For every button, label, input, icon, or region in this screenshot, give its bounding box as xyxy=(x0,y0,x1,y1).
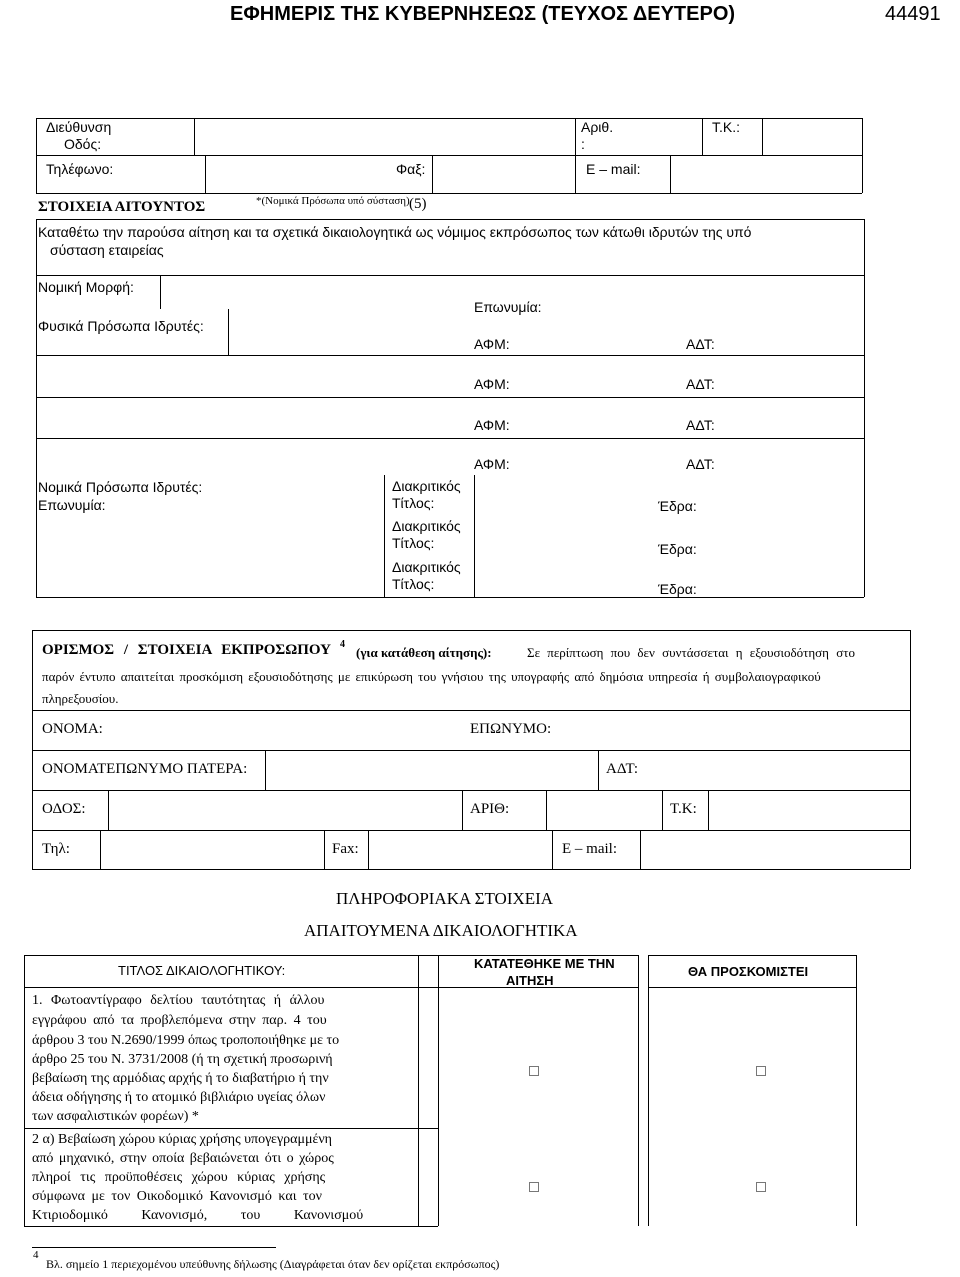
footnote-number: 4 xyxy=(33,1249,39,1261)
legal-seat-1: Έδρα: xyxy=(658,498,697,514)
rep-email-label: E – mail: xyxy=(562,841,617,857)
email-label: E – mail: xyxy=(586,161,641,177)
representative-heading-sup: 4 xyxy=(340,639,345,650)
founder-afm-1: ΑΦΜ: xyxy=(474,336,510,352)
doc1-line7: των ασφαλιστικών φορέων) * xyxy=(32,1109,199,1124)
founder-adt-1: ΑΔΤ: xyxy=(686,336,715,352)
founder-adt-2: ΑΔΤ: xyxy=(686,376,715,392)
rep-postcode-label: Τ.Κ: xyxy=(670,801,697,817)
rep-fax-label: Fax: xyxy=(332,841,359,857)
doc2-line2: από μηχανικό, στην οποία βεβαιώνεται ότι ο χώρος xyxy=(32,1151,334,1166)
postcode-label: Τ.Κ.: xyxy=(712,119,741,135)
doc2-line4: σύμφωνα με τον Οικοδομικό Κανονισμό και τον xyxy=(32,1189,322,1204)
rep-father-label: ΟΝΟΜΑΤΕΠΩΝΥΜΟ ΠΑΤΕΡΑ: xyxy=(42,761,248,777)
page-number: 44491 xyxy=(885,3,941,25)
docs-col-submitted-line2: ΑΙΤΗΣΗ xyxy=(506,973,554,988)
info-title: ΠΛΗΡΟΦΟΡΙΑΚΑ ΣΤΟΙΧΕΙΑ xyxy=(336,889,554,908)
rep-street-label: ΟΔΟΣ: xyxy=(42,801,86,817)
legal-title-2a: Διακριτικός xyxy=(392,518,461,534)
footnote-rule xyxy=(32,1247,276,1248)
representative-text-line3: πληρεξουσίου. xyxy=(42,691,119,706)
founder-afm-3: ΑΦΜ: xyxy=(474,417,510,433)
doc1-line4: άρθρο 25 του Ν. 3731/2008 (ή τη σχετική προσωρινή xyxy=(32,1052,333,1067)
running-header-title: ΕΦΗΜΕΡΙΣ ΤΗΣ ΚΥΒΕΡΝΗΣΕΩΣ (ΤΕΥΧΟΣ ΔΕΥΤΕΡΟ) xyxy=(230,3,736,25)
legal-seat-2: Έδρα: xyxy=(658,541,697,557)
doc1-submitted-checkbox[interactable] xyxy=(529,1066,539,1076)
legal-title-1a: Διακριτικός xyxy=(392,478,461,494)
founder-afm-4: ΑΦΜ: xyxy=(474,456,510,472)
rep-number-label: ΑΡΙΘ: xyxy=(470,801,510,817)
footnote-text: Βλ. σημείο 1 περιεχομένου υπεύθυνης δήλωσης (Διαγράφεται όταν δεν ορίζεται εκπρόσωπος) xyxy=(46,1257,500,1271)
doc1-line6: άδεια οδήγησης ή το ατομικό βιβλιάριο υγείας όλων xyxy=(32,1090,326,1105)
doc2-line1: 2 α) Βεβαίωση χώρου κύριας χρήσης υπογεγραμμένη xyxy=(32,1132,332,1147)
legal-name-label: Επωνυμία: xyxy=(38,497,106,513)
representative-text-line2: παρόν έντυπο απαιτείται προσκόμιση εξουσιοδότησης με επικύρωση του γνήσιου της υπογραφής από δημόσια υπηρεσία ή συμβολαιογραφικού xyxy=(42,669,821,684)
legal-title-1b: Τίτλος: xyxy=(392,495,435,511)
statement-line2: σύσταση εταιρείας xyxy=(50,242,164,258)
company-name-label: Επωνυμία: xyxy=(474,299,542,315)
fax-label: Φαξ: xyxy=(396,161,426,177)
doc2-line3: πληροί τις προϋποθέσεις χώρου κύριας χρήσης xyxy=(32,1170,326,1185)
founder-adt-3: ΑΔΤ: xyxy=(686,417,715,433)
rep-name-label: ΟΝΟΜΑ: xyxy=(42,721,103,737)
legal-founders-label: Νομικά Πρόσωπα Ιδρυτές: xyxy=(38,479,203,495)
phone-label: Τηλέφωνο: xyxy=(46,161,114,177)
doc2-line5: Κτιριοδομικό Κανονισμό, του Κανονισμού xyxy=(32,1208,364,1223)
applicant-heading-ref: (5) xyxy=(409,196,427,212)
docs-col-title: ΤΙΤΛΟΣ ΔΙΚΑΙΟΛΟΓΗΤΙΚΟΥ: xyxy=(118,963,286,978)
number-label: Αριθ. xyxy=(581,119,614,135)
rep-surname-label: ΕΠΩΝΥΜΟ: xyxy=(470,721,552,737)
natural-founders-label: Φυσικά Πρόσωπα Ιδρυτές: xyxy=(38,318,204,334)
doc2-submitted-checkbox[interactable] xyxy=(529,1182,539,1192)
doc1-line2: εγγράφου από τα προβλεπόμενα στην παρ. 4 του xyxy=(32,1013,327,1028)
street-label: Οδός: xyxy=(64,136,102,152)
founder-adt-4: ΑΔΤ: xyxy=(686,456,715,472)
representative-heading: ΟΡΙΣΜΟΣ / ΣΤΟΙΧΕΙΑ ΕΚΠΡΟΣΩΠΟΥ xyxy=(42,642,332,658)
representative-text-line1: Σε περίπτωση που δεν συντάσσεται η εξουσιοδότηση στο xyxy=(527,645,855,660)
docs-col-to-submit: ΘΑ ΠΡΟΣΚΟΜΙΣΤΕΙ xyxy=(688,964,809,979)
address-label: Διεύθυνση xyxy=(46,119,112,135)
rep-adt-label: ΑΔΤ: xyxy=(606,761,639,777)
statement-line1: Καταθέτω την παρούσα αίτηση και τα σχετικά δικαιολογητικά ως νόμιμος εκπρόσωπος των κάτωθι ιδρυτών της υπό xyxy=(38,224,752,240)
doc2-to-submit-checkbox[interactable] xyxy=(756,1182,766,1192)
legal-seat-3: Έδρα: xyxy=(658,581,697,597)
docs-col-submitted-line1: ΚΑΤΑΤΕΘΗΚΕ ΜΕ ΤΗΝ xyxy=(474,956,615,971)
number-colon: : xyxy=(581,136,585,152)
doc1-line1: 1. Φωτοαντίγραφο δελτίου ταυτότητας ή άλλου xyxy=(32,993,325,1008)
legal-title-2b: Τίτλος: xyxy=(392,535,435,551)
applicant-heading: ΣΤΟΙΧΕΙΑ ΑΙΤΟΥΝΤΟΣ xyxy=(38,199,206,215)
doc1-to-submit-checkbox[interactable] xyxy=(756,1066,766,1076)
rep-phone-label: Τηλ: xyxy=(42,841,70,857)
doc1-line3: άρθρου 3 του Ν.2690/1999 όπως τροποποιήθηκε με το xyxy=(32,1033,340,1048)
doc1-line5: βεβαίωση της αρμόδιας αρχής ή το διαβατήριο ή την xyxy=(32,1071,329,1086)
representative-heading-note: (για κατάθεση αίτησης): xyxy=(356,645,492,660)
legal-title-3b: Τίτλος: xyxy=(392,576,435,592)
required-docs-title: ΑΠΑΙΤΟΥΜΕΝΑ ΔΙΚΑΙΟΛΟΓΗΤΙΚΑ xyxy=(304,921,578,940)
legal-form-label: Νομική Μορφή: xyxy=(38,279,134,295)
applicant-heading-note: *(Νομικά Πρόσωπα υπό σύσταση) xyxy=(256,195,410,207)
legal-title-3a: Διακριτικός xyxy=(392,559,461,575)
founder-afm-2: ΑΦΜ: xyxy=(474,376,510,392)
